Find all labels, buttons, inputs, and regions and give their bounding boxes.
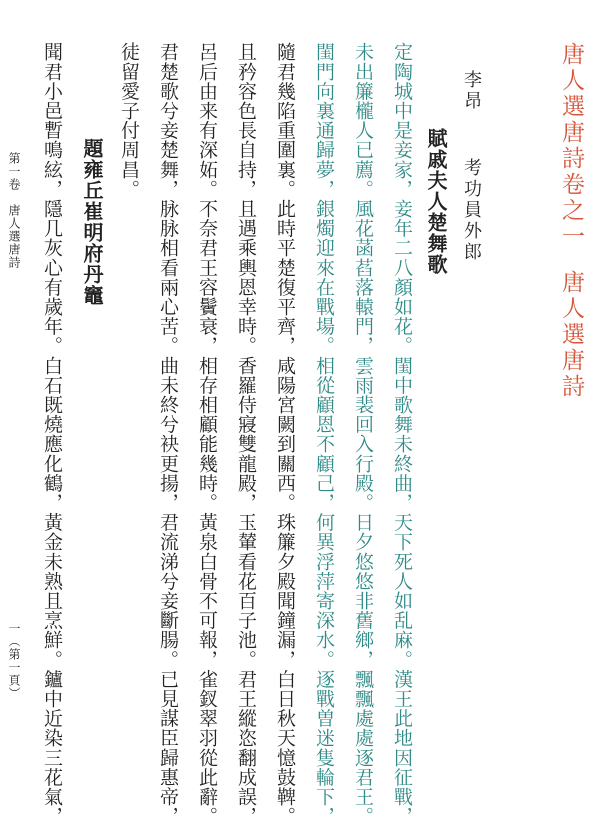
poem1-line-4: 隨君幾陷重圍裏。此時平楚復平齊，咸陽宮闕到關西。珠簾夕殿聞鐘漏，白日秋天憶鼓鞞。 <box>274 42 296 826</box>
poem1-line-8: 徒留愛子付周昌。 <box>118 42 140 199</box>
book-title: 唐人選唐詩 <box>558 270 584 400</box>
poem1-line-2: 未出簾櫳人已薦。風花菡萏落轅門，雲雨裴回入行殿。日夕悠悠非舊鄉，飄飄處處逐君王。 <box>352 42 374 826</box>
poem1-title: 賦戚夫人楚舞歌 <box>424 128 448 275</box>
poem1-line-3: 閨門向裏通歸夢，銀燭迎來在戰場。相從顧恩不顧己，何異浮萍寄深水。逐戰曽迷隻輪下， <box>313 42 335 826</box>
page-number: 一（第一頁） <box>7 622 21 700</box>
footer-volume: 第一卷 唐人選唐詩 <box>7 152 21 269</box>
poem1-line-7: 君楚歌兮妾楚舞，脉脉相看兩心苦。曲未終兮袂更揚，君流涕兮妾斷腸。已見謀臣歸惠帝， <box>157 42 179 826</box>
poem1-line-6: 呂后由来有深妬。不奈君王容鬢衰，相存相顧能幾時。黃泉白骨不可報，雀釵翠羽從此辭。 <box>196 42 218 826</box>
poem2-title: 題雍丘崔明府丹竈 <box>80 138 104 306</box>
volume-title: 唐人選唐詩卷之一 <box>558 42 584 250</box>
poem1-line-1: 定陶城中是妾家，妾年二八顏如花。閨中歌舞未終曲，天下死人如乱麻。漢王此地因征戰， <box>391 42 413 826</box>
poem1-line-5: 且矜容色長自持，且遇乘輿恩幸時。香羅侍寢雙龍殿，玉輦看花百子池。君王縱恣翻成誤， <box>235 42 257 826</box>
poem2-line-1: 聞君小邑暫鳴絃，隱几灰心有歲年。白石既燒應化鶴，黃金未熟且烹鮮。鑪中近染三花氣， <box>41 42 63 826</box>
author-name: 李昂 <box>461 70 482 112</box>
author-office: 考功員外郎 <box>461 158 482 263</box>
